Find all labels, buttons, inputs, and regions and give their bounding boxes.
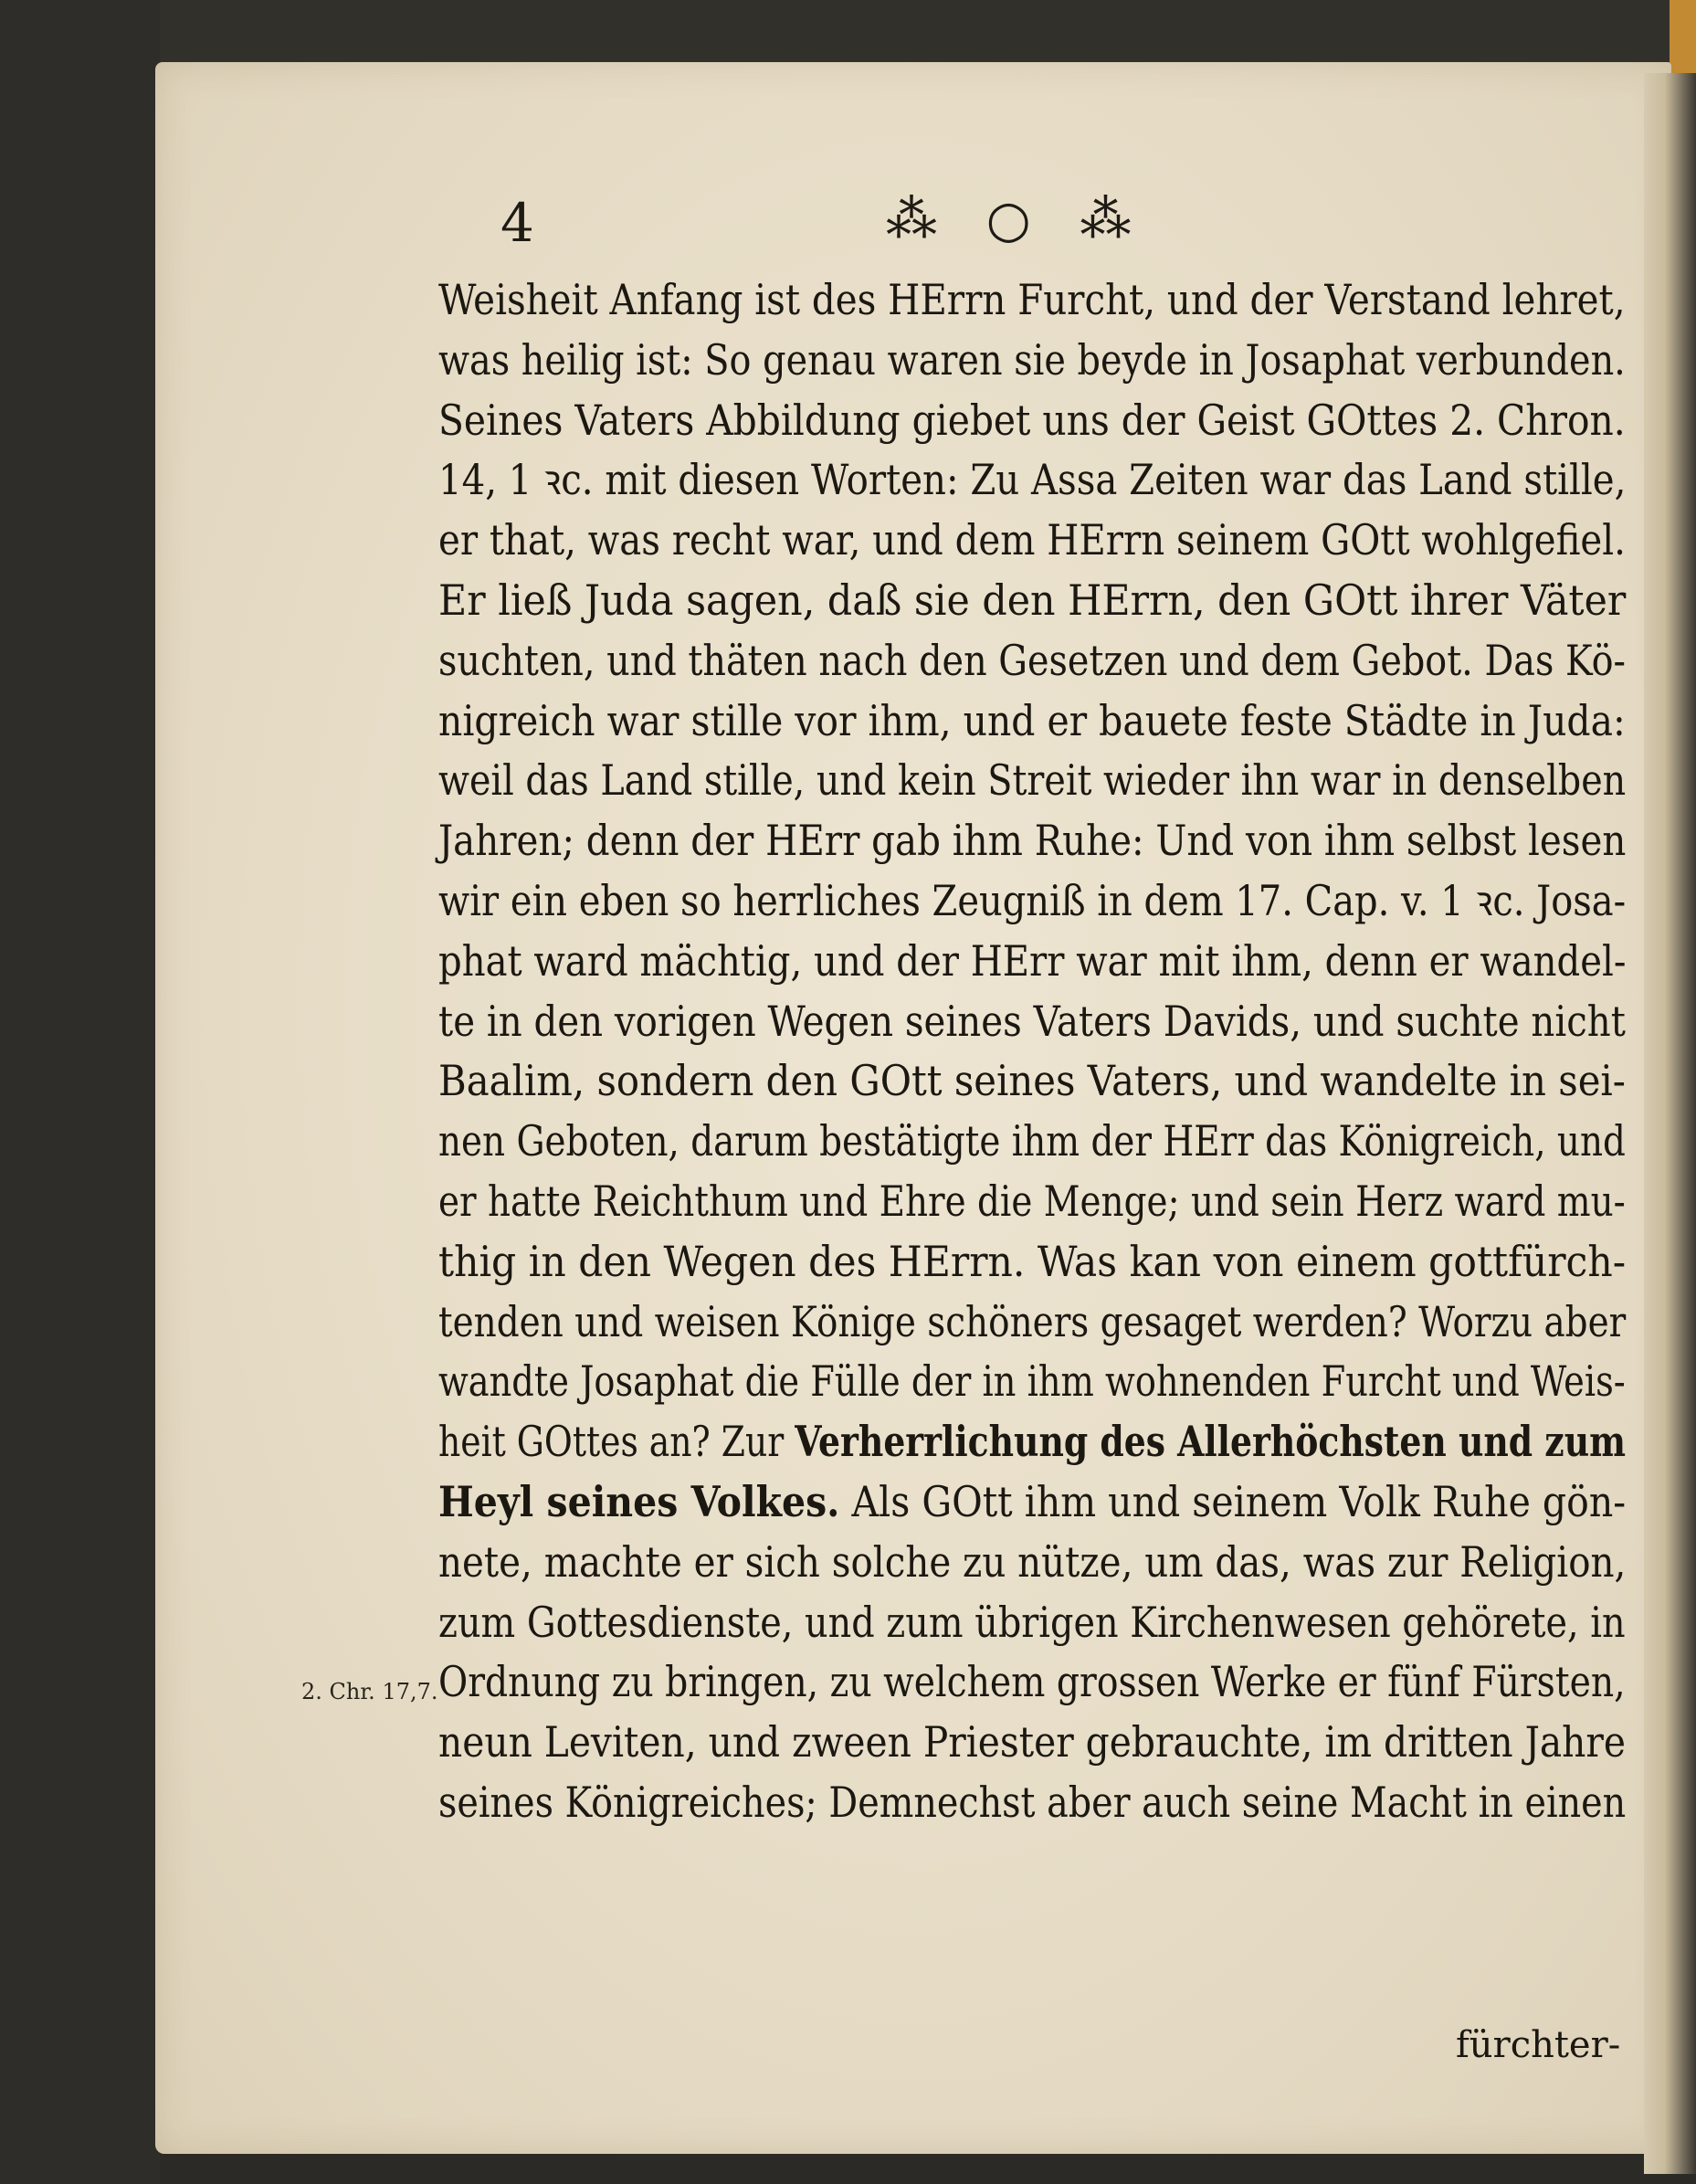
text-run: heit GOttes an? Zur: [438, 1417, 795, 1467]
margin-note: 2. Chr. 17,7.: [301, 1679, 438, 1704]
text-line: Weisheit Anfang ist des HErrn Furcht, und der Verstand lehret,: [438, 275, 1626, 324]
text-line: seines Königreiches; Demnechst aber auch seine Macht in einen: [438, 1777, 1627, 1827]
text-line: was heilig ist: So genau waren sie beyde in Josaphat verbunden.: [438, 334, 1626, 385]
text-line: [438, 1412, 1627, 1472]
text-line: neun Leviten, und zween Priester gebrauchte, im dritten Jahre: [438, 1717, 1627, 1767]
scan-background-top: [0, 0, 1696, 64]
emphasis-text: Verherrlichung des Allerhöchsten und zum: [795, 1417, 1627, 1467]
text-line: wandte Josaphat die Fülle der in ihm wohnenden Furcht und Weis-: [438, 1356, 1626, 1407]
emphasis-text: Heyl seines Volkes.: [438, 1476, 840, 1526]
text-line: er that, was recht war, und dem HErrn seinem GOtt wohlgefiel.: [438, 515, 1626, 565]
text-line: nete, machte er sich solche zu nütze, um das, was zur Religion,: [438, 1536, 1627, 1587]
page-body-text: [438, 270, 1626, 1833]
text-line: Ordnung zu bringen, zu welchem grossen Werke er fünf Fürsten,: [438, 1657, 1626, 1707]
text-line: nen Geboten, darum bestätigte ihm der HErr das Königreich, und: [438, 1116, 1626, 1166]
text-line: suchten, und thäten nach den Gesetzen und dem Gebot. Das Kö-: [438, 635, 1626, 685]
page-right-edge: [1644, 73, 1696, 2174]
text-line: [438, 1472, 1627, 1533]
header-ornament: ⁂ ○ ⁂: [886, 190, 1148, 249]
text-line: 14, 1 ꝛc. mit diesen Worten: Zu Assa Zeiten war das Land stille,: [438, 455, 1627, 505]
text-line: te in den vorigen Wegen seines Vaters Davids, und suchte nicht: [438, 996, 1626, 1046]
text-line: Seines Vaters Abbildung giebet uns der Geist GOttes 2. Chron.: [438, 395, 1626, 445]
text-line: zum Gottesdienste, und zum übrigen Kirchenwesen gehörete, in: [438, 1597, 1626, 1647]
page-number: 4: [500, 192, 534, 254]
text-line: thig in den Wegen des HErrn. Was kan von einem gottfürch-: [438, 1236, 1627, 1286]
catchword: fürchter-: [1456, 2024, 1621, 2066]
text-line: wir ein eben so herrliches Zeugniß in dem 17. Cap. v. 1 ꝛc. Josa-: [438, 875, 1627, 925]
text-line: phat ward mächtig, und der HErr war mit ihm, denn er wandel-: [438, 935, 1627, 986]
text-line: nigreich war stille vor ihm, und er bauete feste Städte in Juda:: [438, 695, 1626, 745]
text-line: Baalim, sondern den GOtt seines Vaters, und wandelte in sei-: [438, 1056, 1626, 1106]
text-line: tenden und weisen Könige schöners gesaget werden? Worzu aber: [438, 1296, 1627, 1346]
scan-background-left: [0, 0, 160, 2184]
text-line: weil das Land stille, und kein Streit wieder ihn war in denselben: [438, 755, 1627, 806]
text-line: er hatte Reichthum und Ehre die Menge; und sein Herz ward mu-: [438, 1176, 1626, 1226]
text-line: Er ließ Juda sagen, daß sie den HErrn, den GOtt ihrer Väter: [438, 575, 1627, 625]
text-run: Als GOtt ihm und seinem Volk Ruhe gön-: [839, 1476, 1627, 1526]
text-line: Jahren; denn der HErr gab ihm Ruhe: Und von ihm selbst lesen: [438, 816, 1627, 866]
